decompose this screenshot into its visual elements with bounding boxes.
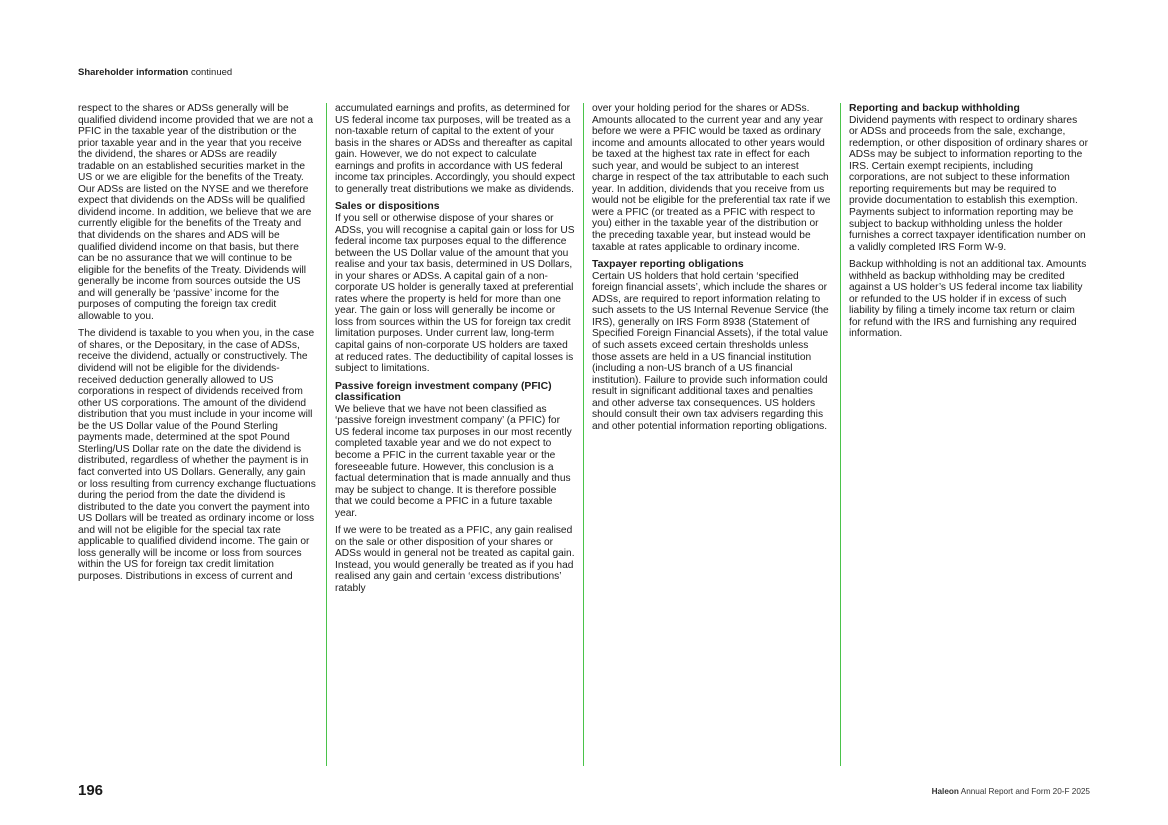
- body-paragraph: accumulated earnings and profits, as determined for US federal income tax purposes, will be treated as a non-taxable return of capital to the extent of your basis in the shares or ADSs and thereafter as capital gain. However, we do not expect to calculate earnings and profits in accordance with US federal income tax principles. Accordingly, you should expect to generally treat distributions we make as dividends.: [335, 103, 575, 195]
- document-footer: [932, 787, 1090, 796]
- body-paragraph: The dividend is taxable to you when you, in the case of shares, or the Depositary, in the case of ADSs, receive the dividend, actually or constructively. The dividend will not be eligible for the dividends-received deduction generally allowed to US corporations in respect of dividends received from other US corporations. The amount of the dividend distribution that you must include in your income will be the US Dollar value of the Pound Sterling payments made, determined at the spot Pound Sterling/US Dollar rate on the date the dividend is distributed, regardless of whether the payment is in fact converted into US Dollars. Generally, any gain or loss resulting from currency exchange fluctuations during the period from the date the dividend is distributed to the date you convert the payment into US Dollars will be treated as ordinary income or loss and will not be eligible for the special tax rate applicable to qualified dividend income. The gain or loss generally will be income or loss from sources within the US for foreign tax credit limitation purposes. Distributions in excess of current and: [78, 328, 316, 582]
- text-column-4: [849, 103, 1089, 765]
- section-heading: Passive foreign investment company (PFIC) classification: [335, 380, 552, 404]
- section-title: Shareholder information: [78, 67, 189, 78]
- body-paragraph: respect to the shares or ADSs generally will be qualified dividend income provided that we are not a PFIC in the taxable year of the distribution or the prior taxable year and in the year that you receive the dividend, the shares or ADSs are readily tradable on an established securities market in the US or we are eligible for the benefits of the Treaty. Our ADSs are listed on the NYSE and we therefore expect that dividends on the ADSs will be qualified dividend income. In addition, we believe that we are currently eligible for the benefits of the Treaty and that dividends on the shares and ADS will be qualified dividend income on that basis, but there can be no assurance that we will continue to be eligible for the benefits of the Treaty. Dividends will generally be income from sources outside the US and will generally be ‘passive’ income for the purposes of computing the foreign tax credit allowable to you.: [78, 103, 314, 322]
- body-paragraph: We believe that we have not been classified as ‘passive foreign investment company’ (a PFIC) for US federal income tax purposes in our most recently completed taxable year and we do not expect to become a PFIC in the current taxable year or the foreseeable future. However, this conclusion is a factual determination that is made annually and thus may be subject to change. It is therefore possible that we could become a PFIC in a future taxable year.: [335, 403, 572, 519]
- column-divider: [583, 103, 584, 766]
- running-header: [78, 67, 232, 78]
- section-heading: Sales or dispositions: [335, 201, 440, 213]
- text-column-1: [78, 103, 316, 765]
- brand-name: Haleon: [931, 787, 959, 796]
- column-divider: [326, 103, 327, 766]
- text-column-2: [335, 103, 575, 765]
- text-column-3: [592, 103, 832, 765]
- page-number: 196: [78, 782, 104, 799]
- body-paragraph: over your holding period for the shares or ADSs. Amounts allocated to the current year and any year before we were a PFIC would be taxed as ordinary income and amounts allocated to other years would be taxed at the highest tax rate in effect for each such year, and would be subject to an interest charge in respect of the tax attributable to each such year. In addition, dividends that you receive from us would not be eligible for the preferential tax rate if we were a PFIC (or treated as a PFIC with respect to you) either in the taxable year of the distribution or the preceding taxable year, but instead would be taxable at rates applicable to ordinary income.: [592, 103, 831, 253]
- column-divider: [840, 103, 841, 766]
- document-title: Annual Report and Form 20-F 2025: [960, 787, 1090, 796]
- section-heading: Reporting and backup withholding: [849, 103, 1020, 114]
- section-heading: Taxpayer reporting obligations: [592, 259, 744, 271]
- body-paragraph: If we were to be treated as a PFIC, any gain realised on the sale or other disposition of your shares or ADSs would in general not be treated as capital gain. Instead, you would generally be treated as if you had realised any gain and certain ‘excess distributions’ ratably: [335, 525, 575, 595]
- body-paragraph: If you sell or otherwise dispose of your shares or ADSs, you will recognise a capital gain or loss for US federal income tax purposes equal to the difference between the US Dollar value of the amount that you realise and your tax basis, determined in US Dollars, in your shares or ADSs. A capital gain of a non-corporate US holder is generally taxed at preferential rates where the property is held for more than one year. The gain or loss will generally be income or loss from sources within the US for foreign tax credit limitation purposes. Under current law, long-term capital gains of non-corporate US holders are taxed at reduced rates. The deductibility of capital losses is subject to limitations.: [335, 212, 575, 375]
- body-paragraph: Dividend payments with respect to ordinary shares or ADSs and proceeds from the sale, exchange, redemption, or other disposition of ordinary shares or ADSs may be subject to information reporting to the IRS. Certain exempt recipients, including corporations, are not subject to these information reporting requirements but may be required to provide documentation to establish this exemption. Payments subject to information reporting may be subject to backup withholding unless the holder furnishes a correct taxpayer identification number on a validly completed IRS Form W-9.: [849, 114, 1088, 253]
- section-suffix: continued: [190, 67, 233, 78]
- body-paragraph: Certain US holders that hold certain ‘specified foreign financial assets’, which include the shares or ADSs, are required to report information relating to such assets to the US Internal Revenue Service (the IRS), generally on IRS Form 8938 (Statement of Specified Foreign Financial Assets), if the total value of such assets exceed certain thresholds unless those assets are held in a US financial institution (including a non-US branch of a US financial institution). Failure to provide such information could result in significant additional taxes and penalties and other adverse tax consequences. US holders should consult their own tax advisers regarding this and other potential information reporting obligations.: [592, 270, 829, 432]
- body-paragraph: Backup withholding is not an additional tax. Amounts withheld as backup withholding may be credited against a US holder’s US federal income tax liability or refunded to the US holder if in excess of such liability by filing a timely income tax return or claim for refund with the IRS and furnishing any required information.: [849, 259, 1087, 340]
